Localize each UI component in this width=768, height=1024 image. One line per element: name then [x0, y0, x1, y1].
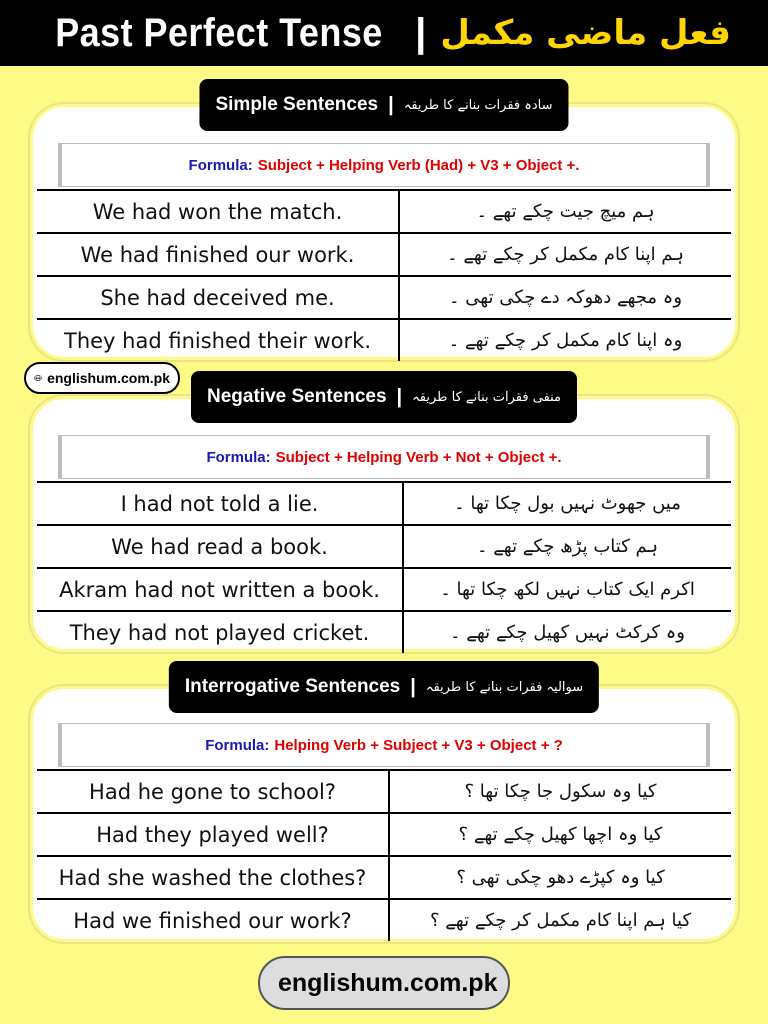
table-row	[37, 524, 731, 567]
section-title-ur: سادہ فقرات بنانے کا طریقہ	[403, 97, 553, 113]
section-title-en: Negative Sentences	[207, 386, 387, 407]
english-sentence: She had deceived me.	[37, 277, 400, 318]
table-row	[37, 769, 731, 812]
section-title-en: Simple Sentences	[215, 94, 379, 115]
svg-text:www: www	[35, 377, 41, 380]
title-separator: |	[415, 10, 427, 55]
page-title-urdu: فعل ماضی مکمل	[440, 13, 731, 53]
table-row	[37, 189, 731, 232]
section-title-separator: |	[388, 93, 394, 116]
formula-text: Subject + Helping Verb + Not + Object +.	[275, 448, 562, 466]
page-title: Past Perfect Tense	[55, 10, 383, 55]
urdu-sentence: وہ اپنا کام مکمل کر چکے تھے ۔	[448, 330, 683, 351]
negative-sentences-card	[30, 385, 738, 652]
english-sentence: They had finished their work.	[37, 320, 400, 361]
website-logo-footer[interactable]	[258, 956, 510, 1010]
english-sentence: We had finished our work.	[37, 234, 400, 275]
urdu-sentence: اکرم ایک کتاب نہیں لکھ چکا تھا ۔	[440, 579, 695, 600]
table-row	[37, 812, 731, 855]
interrogative-sentences-card	[30, 675, 738, 942]
website-name: englishum.com.pk	[47, 370, 170, 386]
urdu-sentence: وہ مجھے دھوکہ دے چکی تھی ۔	[448, 287, 683, 308]
table-row	[37, 275, 731, 318]
sentence-table	[37, 189, 731, 361]
formula-box	[61, 435, 707, 479]
formula-box	[61, 723, 707, 767]
english-sentence: We had read a book.	[37, 526, 404, 567]
english-sentence: Akram had not written a book.	[37, 569, 404, 610]
urdu-sentence: ہم میچ جیت چکے تھے ۔	[476, 201, 655, 222]
english-sentence: Had she washed the clothes?	[37, 857, 390, 898]
website-logo-small[interactable]	[24, 362, 180, 394]
section-title	[169, 661, 599, 713]
table-row	[37, 898, 731, 941]
formula-label: Formula:	[205, 736, 270, 754]
formula-text: Subject + Helping Verb (Had) + V3 + Object +.	[257, 156, 580, 174]
urdu-sentence: میں جھوٹ نہیں بول چکا تھا ۔	[454, 493, 681, 514]
section-title-separator: |	[396, 385, 403, 408]
urdu-sentence: کیا ہم اپنا کام مکمل کر چکے تھے ؟	[429, 910, 692, 931]
website-name: englishum.com.pk	[278, 968, 498, 997]
formula-text: Helping Verb + Subject + V3 + Object + ?	[274, 736, 563, 754]
english-sentence: Had they played well?	[37, 814, 390, 855]
formula-label: Formula:	[188, 156, 253, 174]
section-title-ur: منفی فقرات بنانے کا طریقہ	[412, 389, 561, 405]
english-sentence: I had not told a lie.	[37, 483, 404, 524]
section-title	[191, 371, 577, 423]
english-sentence: Had he gone to school?	[37, 771, 390, 812]
section-title-en: Interrogative Sentences	[184, 676, 401, 697]
urdu-sentence: وہ کرکٹ نہیں کھیل چکے تھے ۔	[450, 622, 685, 643]
formula-box	[61, 143, 707, 187]
urdu-sentence: کیا وہ کپڑے دھو چکی تھی ؟	[456, 867, 665, 888]
section-title-ur: سوالیہ فقرات بنانے کا طریقہ	[425, 679, 584, 695]
english-sentence: They had not played cricket.	[37, 612, 404, 653]
page-header	[0, 0, 768, 66]
urdu-sentence: ہم اپنا کام مکمل کر چکے تھے ۔	[447, 244, 684, 265]
english-sentence: Had we finished our work?	[37, 900, 390, 941]
table-row	[37, 610, 731, 653]
urdu-sentence: کیا وہ سکول جا چکا تھا ؟	[464, 781, 657, 802]
sentence-table	[37, 481, 731, 653]
section-title-separator: |	[410, 675, 416, 698]
section-title	[199, 79, 568, 131]
table-row	[37, 232, 731, 275]
table-row	[37, 855, 731, 898]
simple-sentences-card	[30, 93, 738, 360]
table-row	[37, 481, 731, 524]
sentence-table	[37, 769, 731, 941]
urdu-sentence: کیا وہ اچھا کھیل چکے تھے ؟	[458, 824, 663, 845]
table-row	[37, 567, 731, 610]
table-row	[37, 318, 731, 361]
globe-icon	[34, 367, 42, 389]
english-sentence: We had won the match.	[37, 191, 400, 232]
urdu-sentence: ہم کتاب پڑھ چکے تھے ۔	[476, 536, 659, 557]
formula-label: Formula:	[206, 448, 271, 466]
